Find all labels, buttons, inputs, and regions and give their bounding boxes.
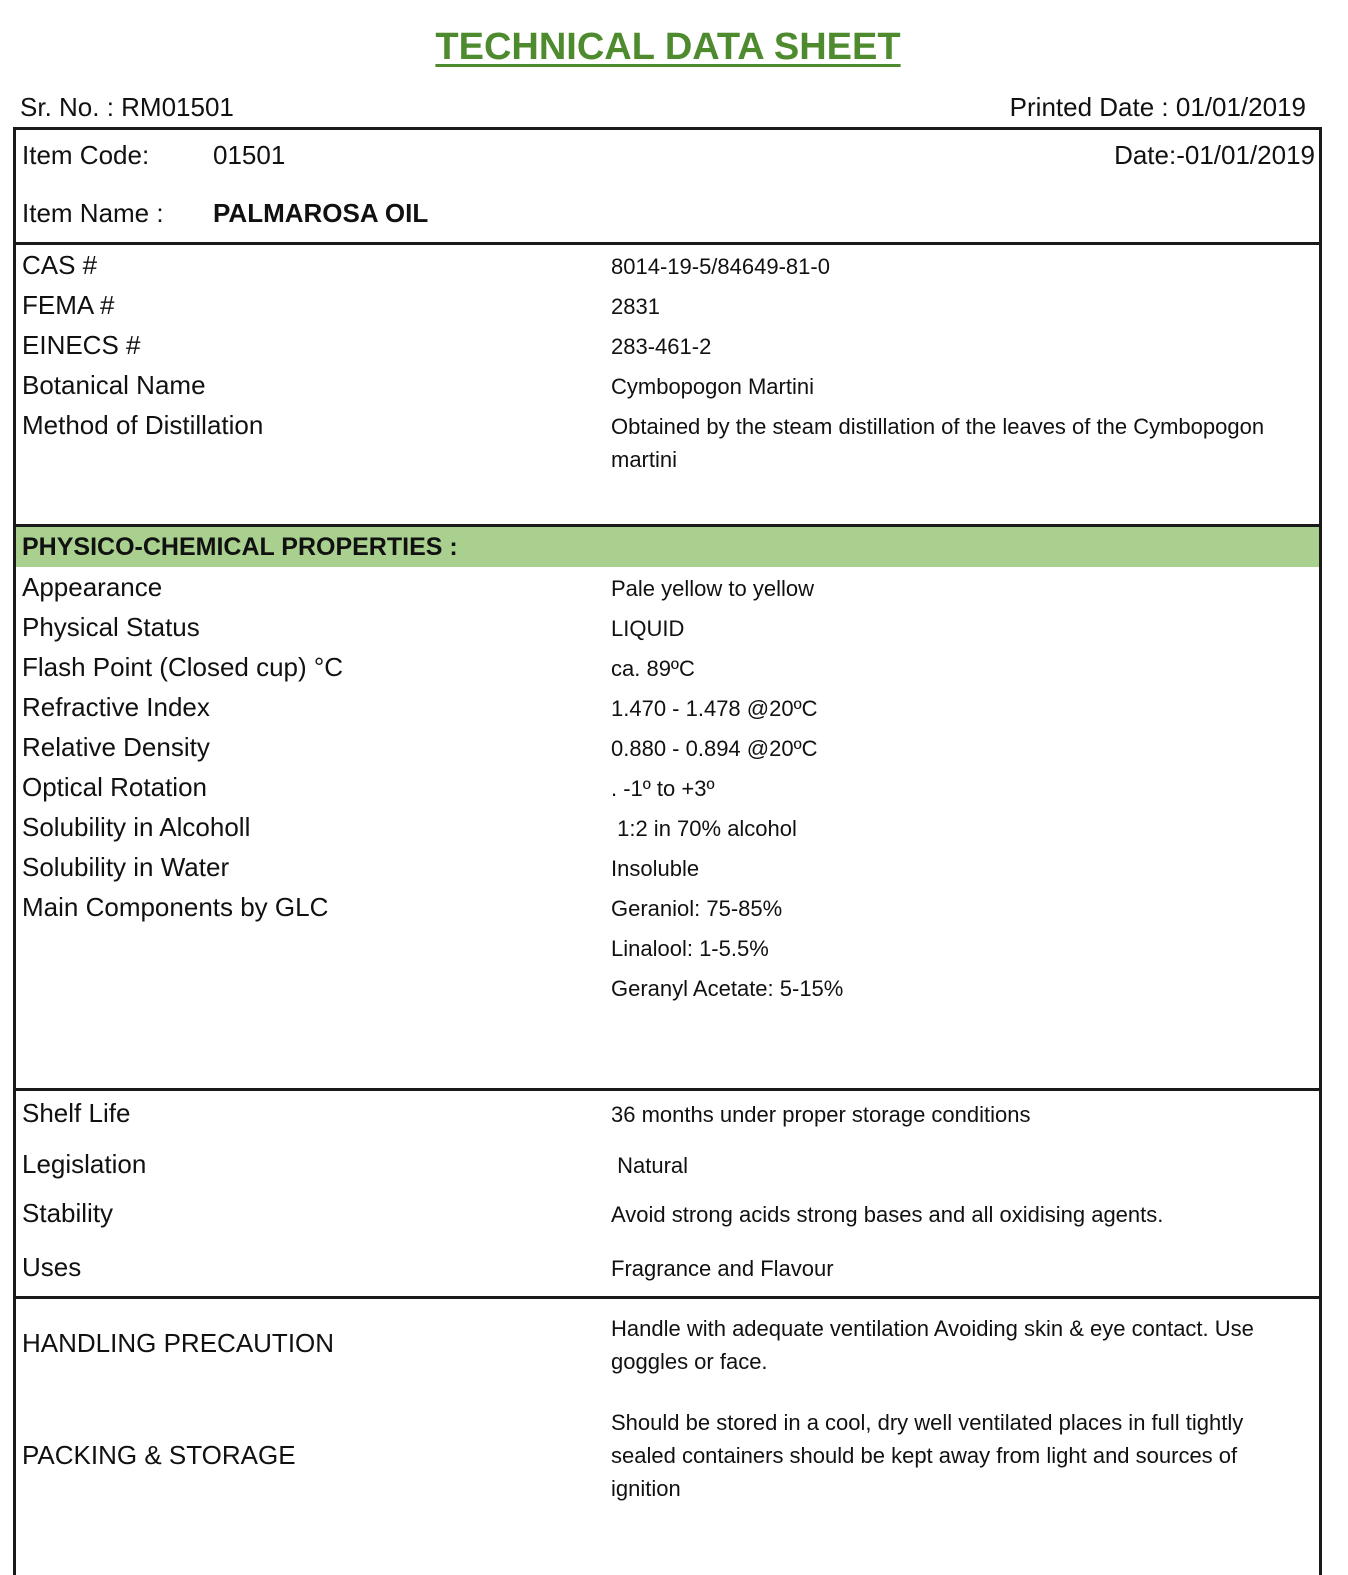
main-components-label: Main Components by GLC (22, 892, 329, 922)
physical-status-label: Physical Status (22, 612, 200, 642)
cas-value: 8014-19-5/84649-81-0 (611, 254, 830, 279)
relative-density-label: Relative Density (22, 732, 210, 762)
solubility-water-value: Insoluble (611, 856, 700, 881)
physical-status-value: LIQUID (611, 616, 685, 641)
legislation-label: Legislation (22, 1149, 147, 1179)
item-code-value: 01501 (213, 140, 286, 170)
handling-precaution-label: HANDLING PRECAUTION (22, 1328, 335, 1358)
packing-storage-value: Should be stored in a cool, dry well ventilated places in full tightly sealed containers should be kept away from light and sources of ignition (611, 1410, 1244, 1501)
fema-label: FEMA # (22, 290, 115, 320)
refractive-index-value: 1.470 - 1.478 @20ºC (611, 696, 818, 721)
document-title: TECHNICAL DATA SHEET (435, 26, 901, 68)
legislation-value: Natural (611, 1153, 689, 1178)
component-geraniol: Geraniol: 75-85% (611, 896, 783, 921)
optical-rotation-value: . -1º to +3º (611, 776, 715, 801)
botanical-name-label: Botanical Name (22, 370, 206, 400)
item-name-value: PALMAROSA OIL (213, 198, 429, 228)
divider (16, 242, 1319, 245)
cas-label: CAS # (22, 250, 98, 280)
divider (16, 1088, 1319, 1091)
optical-rotation-label: Optical Rotation (22, 772, 207, 802)
appearance-label: Appearance (22, 572, 163, 602)
relative-density-value: 0.880 - 0.894 @20ºC (611, 736, 818, 761)
handling-precaution-value: Handle with adequate ventilation Avoiding skin & eye contact. Use goggles or face. (611, 1316, 1254, 1374)
distillation-method-label: Method of Distillation (22, 410, 264, 440)
botanical-name-value: Cymbopogon Martini (611, 374, 814, 399)
solubility-alcohol-label: Solubility in Alcoholl (22, 812, 251, 842)
shelf-life-value: 36 months under proper storage conditions (611, 1102, 1031, 1127)
refractive-index-label: Refractive Index (22, 692, 210, 722)
divider (16, 1296, 1319, 1299)
distillation-method-value: Obtained by the steam distillation of the leaves of the Cymbopogon martini (611, 414, 1265, 472)
flash-point-value: ca. 89ºC (611, 656, 695, 681)
item-date: Date:-01/01/2019 (1114, 140, 1315, 170)
solubility-water-label: Solubility in Water (22, 852, 230, 882)
component-linalool: Linalool: 1-5.5% (611, 936, 769, 961)
einecs-value: 283-461-2 (611, 334, 712, 359)
data-sheet-table (13, 127, 1322, 1575)
flash-point-label: Flash Point (Closed cup) °C (22, 652, 344, 682)
uses-label: Uses (22, 1252, 82, 1282)
solubility-alcohol-value: 1:2 in 70% alcohol (611, 816, 797, 841)
fema-value: 2831 (611, 294, 660, 319)
component-geranyl-acetate: Geranyl Acetate: 5-15% (611, 976, 844, 1001)
serial-number: Sr. No. : RM01501 (20, 92, 234, 122)
einecs-label: EINECS # (22, 330, 141, 360)
uses-value: Fragrance and Flavour (611, 1256, 834, 1281)
physico-chemical-heading: PHYSICO-CHEMICAL PROPERTIES : (16, 527, 1319, 567)
item-name-label: Item Name : (22, 198, 164, 228)
shelf-life-label: Shelf Life (22, 1098, 131, 1128)
packing-storage-label: PACKING & STORAGE (22, 1440, 296, 1470)
stability-label: Stability (22, 1198, 114, 1228)
stability-value: Avoid strong acids strong bases and all oxidising agents. (611, 1202, 1164, 1227)
printed-date: Printed Date : 01/01/2019 (1009, 92, 1306, 122)
item-code-label: Item Code: (22, 140, 150, 170)
appearance-value: Pale yellow to yellow (611, 576, 814, 601)
